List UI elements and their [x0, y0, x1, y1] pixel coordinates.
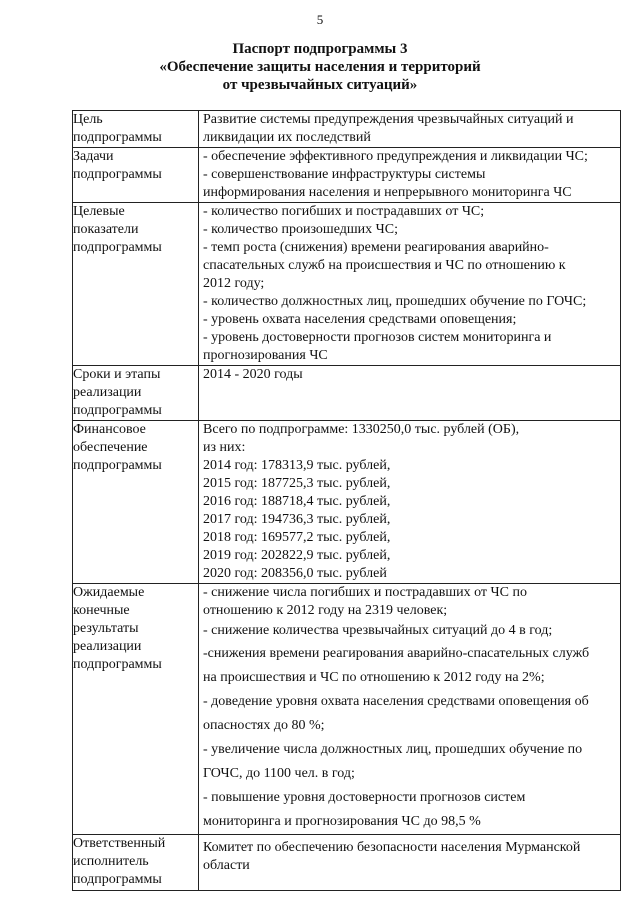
label-line: подпрограммы — [73, 167, 162, 182]
value-line: - уровень охвата населения средствами оповещения; — [203, 312, 517, 327]
table-row — [73, 421, 621, 584]
label-line: реализации — [73, 385, 142, 400]
label-line: подпрограммы — [73, 872, 162, 887]
row-value — [199, 421, 621, 584]
table-row — [73, 148, 621, 203]
value-line: - увеличение числа должностных лиц, прошедших обучение по — [203, 742, 583, 757]
passport-table — [72, 110, 621, 891]
value-line: - доведение уровня охвата населения средствами оповещения об — [203, 694, 589, 709]
row-label — [73, 148, 199, 203]
page-number: 5 — [316, 12, 324, 27]
title-line: Паспорт подпрограммы 3 — [232, 41, 408, 57]
title-line: от чрезвычайных ситуаций» — [222, 77, 418, 93]
row-value — [199, 366, 621, 421]
row-label — [73, 421, 199, 584]
value-line: на происшествия и ЧС по отношению к 2012 году на 2%; — [203, 670, 545, 685]
label-line: исполнитель — [73, 854, 149, 869]
value-line: опасностях до 80 %; — [203, 718, 325, 733]
row-label — [73, 203, 199, 366]
value-line: - обеспечение эффективного предупреждения и ликвидации ЧС; — [203, 149, 588, 164]
value-line: 2020 год: 208356,0 тыс. рублей — [203, 566, 387, 581]
label-line: Ответственный — [73, 836, 166, 851]
label-line: подпрограммы — [73, 240, 162, 255]
value-line: - количество должностных лиц, прошедших обучение по ГОЧС; — [203, 294, 587, 309]
value-line: - количество произошедших ЧС; — [203, 222, 398, 237]
value-line: 2019 год: 202822,9 тыс. рублей, — [203, 548, 391, 563]
row-value — [199, 835, 621, 891]
label-line: подпрограммы — [73, 403, 162, 418]
label-line: обеспечение — [73, 440, 148, 455]
value-line: 2016 год: 188718,4 тыс. рублей, — [203, 494, 391, 509]
value-line: -снижения времени реагирования аварийно-спасательных служб — [203, 646, 590, 661]
value-line: области — [203, 858, 250, 873]
value-line: прогнозирования ЧС — [203, 348, 328, 363]
label-line: подпрограммы — [73, 130, 162, 145]
value-line: Комитет по обеспечению безопасности населения Мурманской — [203, 840, 581, 855]
value-line: информирования населения и непрерывного мониторинга ЧС — [203, 185, 572, 200]
table-row — [73, 835, 621, 891]
label-line: Задачи — [73, 149, 114, 164]
value-line: - уровень достоверности прогнозов систем мониторинга и — [203, 330, 552, 345]
value-line: 2015 год: 187725,3 тыс. рублей, — [203, 476, 391, 491]
row-label — [73, 366, 199, 421]
value-line: отношению к 2012 году на 2319 человек; — [203, 603, 448, 618]
title-line: «Обеспечение защиты населения и территорий — [159, 59, 481, 75]
row-value — [199, 203, 621, 366]
value-line: мониторинга и прогнозирования ЧС до 98,5 % — [203, 814, 481, 829]
value-line: - темп роста (снижения) времени реагирования аварийно- — [203, 240, 549, 255]
table-row — [73, 366, 621, 421]
label-line: Сроки и этапы — [73, 367, 161, 382]
label-line: Цель — [73, 112, 103, 127]
value-line: спасательных служб на происшествия и ЧС по отношению к — [203, 258, 566, 273]
value-line: 2014 год: 178313,9 тыс. рублей, — [203, 458, 391, 473]
label-line: Целевые — [73, 204, 125, 219]
value-line: - совершенствование инфраструктуры системы — [203, 167, 486, 182]
table-row — [73, 203, 621, 366]
row-value — [199, 584, 621, 835]
value-line: - повышение уровня достоверности прогнозов систем — [203, 790, 526, 805]
label-line: показатели — [73, 222, 139, 237]
label-line: подпрограммы — [73, 458, 162, 473]
label-line: конечные — [73, 603, 130, 618]
value-line: 2017 год: 194736,3 тыс. рублей, — [203, 512, 391, 527]
row-label — [73, 111, 199, 148]
value-line: 2012 году; — [203, 276, 265, 291]
label-line: реализации — [73, 639, 142, 654]
value-line: 2018 год: 169577,2 тыс. рублей, — [203, 530, 391, 545]
table-row — [73, 111, 621, 148]
label-line: Финансовое — [73, 422, 146, 437]
row-value — [199, 148, 621, 203]
value-line: - снижение числа погибших и пострадавших от ЧС по — [203, 585, 527, 600]
label-line: Ожидаемые — [73, 585, 145, 600]
table-row — [73, 584, 621, 835]
value-line: 2014 - 2020 годы — [203, 367, 303, 382]
label-line: результаты — [73, 621, 139, 636]
value-line: Развитие системы предупреждения чрезвычайных ситуаций и — [203, 112, 574, 127]
document-title — [0, 40, 640, 94]
value-line: - количество погибших и пострадавших от ЧС; — [203, 204, 485, 219]
value-line: Всего по подпрограмме: 1330250,0 тыс. рублей (ОБ), — [203, 422, 520, 437]
row-label — [73, 835, 199, 891]
value-line: ликвидации их последствий — [203, 130, 371, 145]
row-value — [199, 111, 621, 148]
label-line: подпрограммы — [73, 657, 162, 672]
value-line: ГОЧС, до 1100 чел. в год; — [203, 766, 355, 781]
row-label — [73, 584, 199, 835]
value-line: из них: — [203, 440, 246, 455]
value-line: - снижение количества чрезвычайных ситуаций до 4 в год; — [203, 623, 553, 638]
